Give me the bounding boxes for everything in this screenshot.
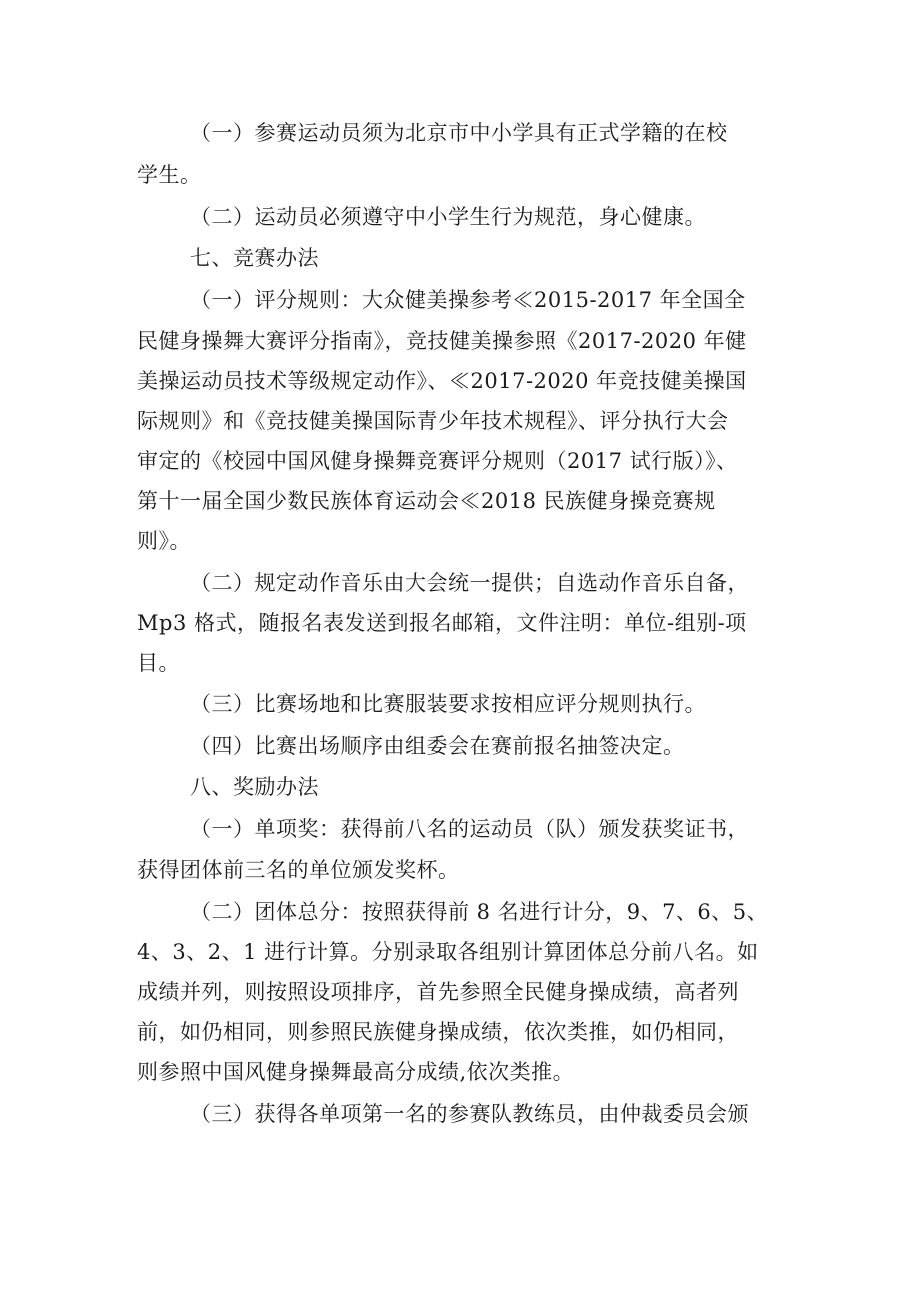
para-line: （四）比赛出场顺序由组委会在赛前报名抽签决定。 bbox=[190, 734, 685, 758]
para-line: 则》。 bbox=[137, 529, 191, 553]
para-line: 际规则》和《竞技健美操国际青少年技术规程》、评分执行大会 bbox=[137, 409, 729, 433]
para-line: （二）规定动作音乐由大会统一提供；自选动作音乐自备， bbox=[190, 571, 749, 595]
para-line: 获得团体前三名的单位颁发奖杯。 bbox=[137, 858, 460, 882]
para-line: 则参照中国风健身操舞最高分成绩,依次类推。 bbox=[137, 1060, 575, 1084]
para-line: 审定的《校园中国风健身操舞竞赛评分规则（2017 试行版）》、 bbox=[137, 449, 738, 473]
para-line: 民健身操舞大赛评分指南》，竞技健美操参照《2017-2020 年健 bbox=[137, 329, 747, 353]
para-line: 学生。 bbox=[137, 163, 202, 187]
para-line: 前，如仍相同，则参照民族健身操成绩，依次类推，如仍相同， bbox=[137, 1020, 739, 1044]
para-line: （二）团体总分：按照获得前 8 名进行计分，9、7、6、5、 bbox=[190, 900, 769, 924]
para-line: 第十一届全国少数民族体育运动会≪2018 民族健身操竞赛规 bbox=[137, 489, 716, 513]
para-line: （一）单项奖：获得前八名的运动员（队）颁发获奖证书， bbox=[190, 817, 749, 841]
para-line: Mp3 格式，随报名表发送到报名邮箱，文件注明：单位-组别-项 bbox=[137, 611, 747, 635]
para-line: 美操运动员技术等级规定动作》、≪2017-2020 年竞技健美操国 bbox=[137, 369, 747, 393]
section-heading: 八、奖励办法 bbox=[190, 775, 319, 799]
para-line: 成绩并列，则按照设项排序，首先参照全民健身操成绩，高者列 bbox=[137, 980, 739, 1004]
para-line: 目。 bbox=[137, 651, 180, 675]
para-line: （一）评分规则：大众健美操参考≪2015-2017 年全国全 bbox=[190, 288, 746, 312]
section-heading: 七、竞赛办法 bbox=[190, 246, 319, 270]
para-line: （二）运动员必须遵守中小学生行为规范，身心健康。 bbox=[190, 205, 706, 229]
para-line: （三）获得各单项第一名的参赛队教练员，由仲裁委员会颁 bbox=[190, 1102, 749, 1126]
para-line: （三）比赛场地和比赛服装要求按相应评分规则执行。 bbox=[190, 692, 706, 716]
para-line: 4、3、2、1 进行计算。分别录取各组别计算团体总分前八名。如 bbox=[137, 940, 759, 964]
para-line: （一）参赛运动员须为北京市中小学具有正式学籍的在校 bbox=[190, 121, 728, 145]
